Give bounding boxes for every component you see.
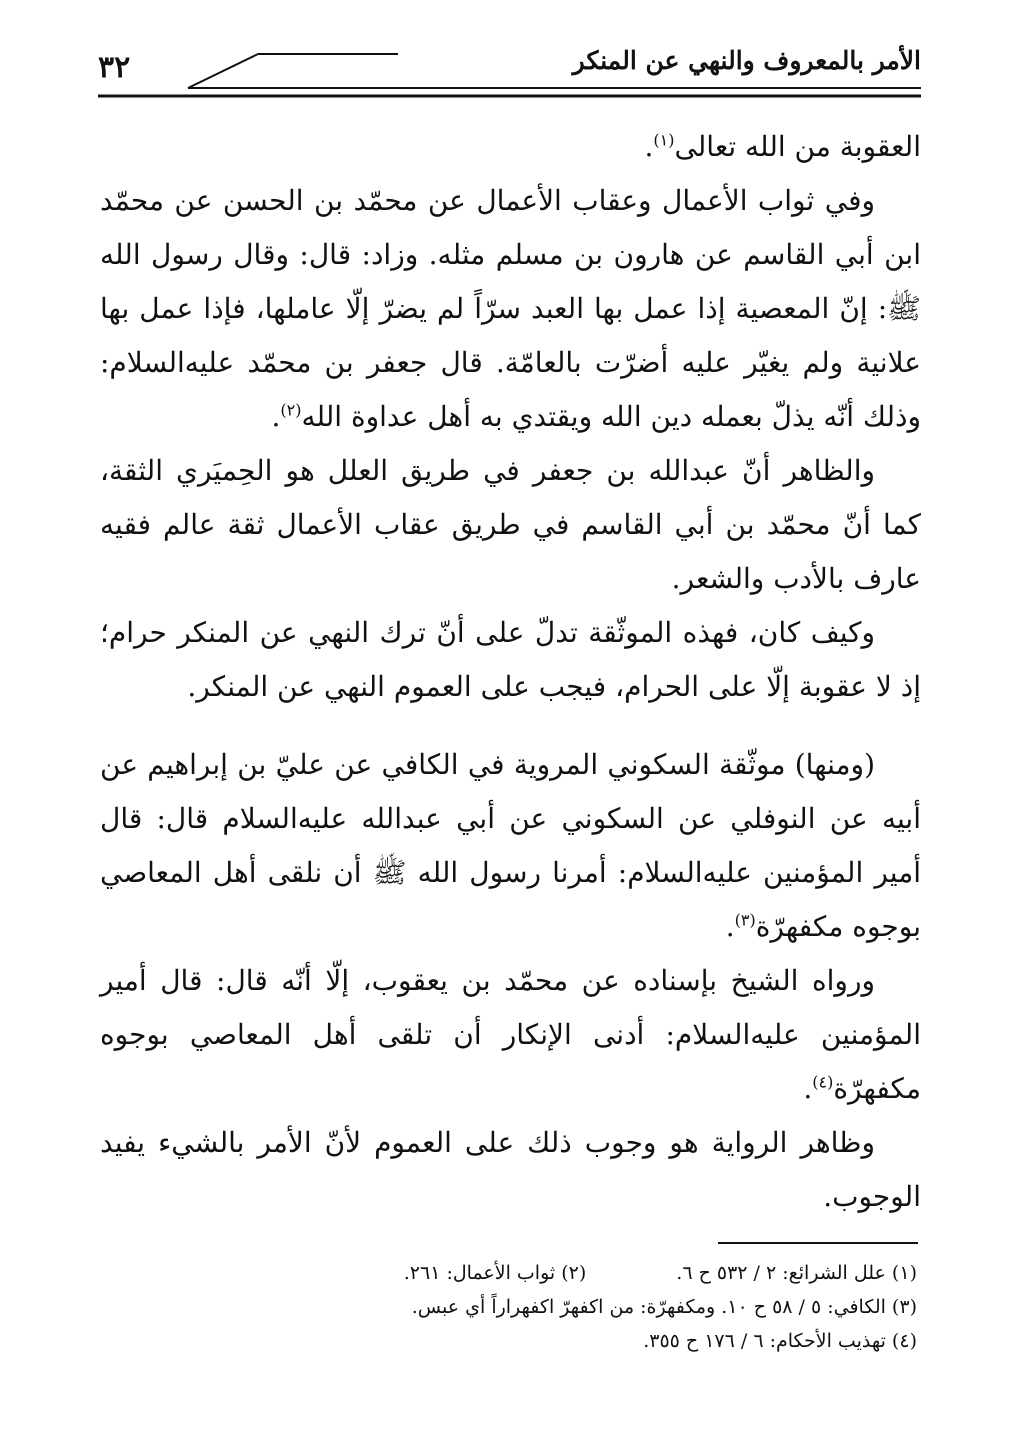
- footnote-separator: [718, 1242, 918, 1244]
- paragraph-6: [100, 954, 921, 1116]
- footnote-4: (٤) تهذيب الأحكام: ٦ / ١٧٦ ح ٣٥٥.: [643, 1330, 917, 1352]
- paragraph-4-text: وكيف كان، فهذه الموثّقة تدلّ على أنّ ترك النهي عن المنكر حرام؛ إذ لا عقوبة إلّا على الحرام، فيجب على العموم النهي عن المنكر.: [100, 616, 921, 703]
- paragraph-5-text: (ومنها) موثّقة السكوني المروية في الكافي عن عليّ بن إبراهيم عن أبيه عن النوفلي عن السكوني عن أبي عبدالله عليه‌السلام قال: قال أمير المؤمنين عليه‌السلام: أمرنا رسول الله ﷺ أن نلقى أهل المعاصي بوجوه مكفهرّة: [100, 748, 921, 943]
- paragraph-7-text: وظاهر الرواية هو وجوب ذلك على العموم لأنّ الأمر بالشيء يفيد الوجوب.: [100, 1126, 921, 1213]
- paragraph-4: [100, 606, 921, 714]
- footnote-row-1: [100, 1256, 917, 1290]
- paragraph-5: [100, 738, 921, 954]
- footnotes: [100, 1256, 917, 1358]
- footnote-ref-4: (٤): [812, 1072, 834, 1092]
- paragraph-1-text: العقوبة من الله تعالى: [674, 130, 921, 163]
- paragraph-2: [100, 174, 921, 444]
- paragraph-1: [100, 120, 921, 174]
- footnote-1: (١) علل الشرائع: ٢ / ٥٣٢ ح ٦.: [676, 1262, 917, 1284]
- page-header: [98, 44, 921, 104]
- footnote-ref-2: (٢): [280, 400, 302, 420]
- paragraph-2-text: وفي ثواب الأعمال وعقاب الأعمال عن محمّد بن الحسن عن محمّد ابن أبي القاسم عن هارون بن مسلم مثله. وزاد: قال: وقال رسول الله ﷺ: إنّ المعصية إذا عمل بها العبد سرّاً لم يضرّ إلّا عاملها، فإذا عمل بها علانية ولم يغيّر عليه أضرّت بالعامّة. قال جعفر بن محمّد عليه‌السلام: وذلك أنّه يذلّ بعمله دين الله ويقتدي به أهل عداوة الله: [100, 184, 921, 433]
- paragraph-3-text: والظاهر أنّ عبدالله بن جعفر في طريق العلل هو الحِميَري الثقة، كما أنّ محمّد بن أبي القاسم في طريق عقاب الأعمال ثقة عالم فقيه عارف بالأدب والشعر.: [100, 454, 921, 595]
- paragraph-gap: [100, 714, 921, 738]
- footnote-ref-1: (١): [653, 130, 675, 150]
- running-title: الأمر بالمعروف والنهي عن المنكر: [572, 46, 921, 75]
- paragraph-2-tail: .: [271, 400, 281, 433]
- footnote-ref-3: (٣): [734, 910, 756, 930]
- page-number: ٣٢: [98, 50, 131, 85]
- footnote-2: (٢) ثواب الأعمال: ٢٦١.: [403, 1262, 587, 1284]
- paragraph-7: [100, 1116, 921, 1224]
- footnote-3: (٣) الكافي: ٥ / ٥٨ ح ١٠. ومكفهرّة: من اكفهرّ اكفهراراً أي عبس.: [411, 1296, 917, 1318]
- paragraph-1-tail: .: [644, 130, 654, 163]
- paragraph-6-text: ورواه الشيخ بإسناده عن محمّد بن يعقوب، إلّا أنّه قال: قال أمير المؤمنين عليه‌السلام: أدنى الإنكار أن تلقى أهل المعاصي بوجوه مكفهرّة: [100, 964, 921, 1105]
- main-text: [100, 120, 921, 1224]
- paragraph-6-tail: .: [803, 1072, 813, 1105]
- paragraph-3: [100, 444, 921, 606]
- paragraph-5-tail: .: [725, 910, 735, 943]
